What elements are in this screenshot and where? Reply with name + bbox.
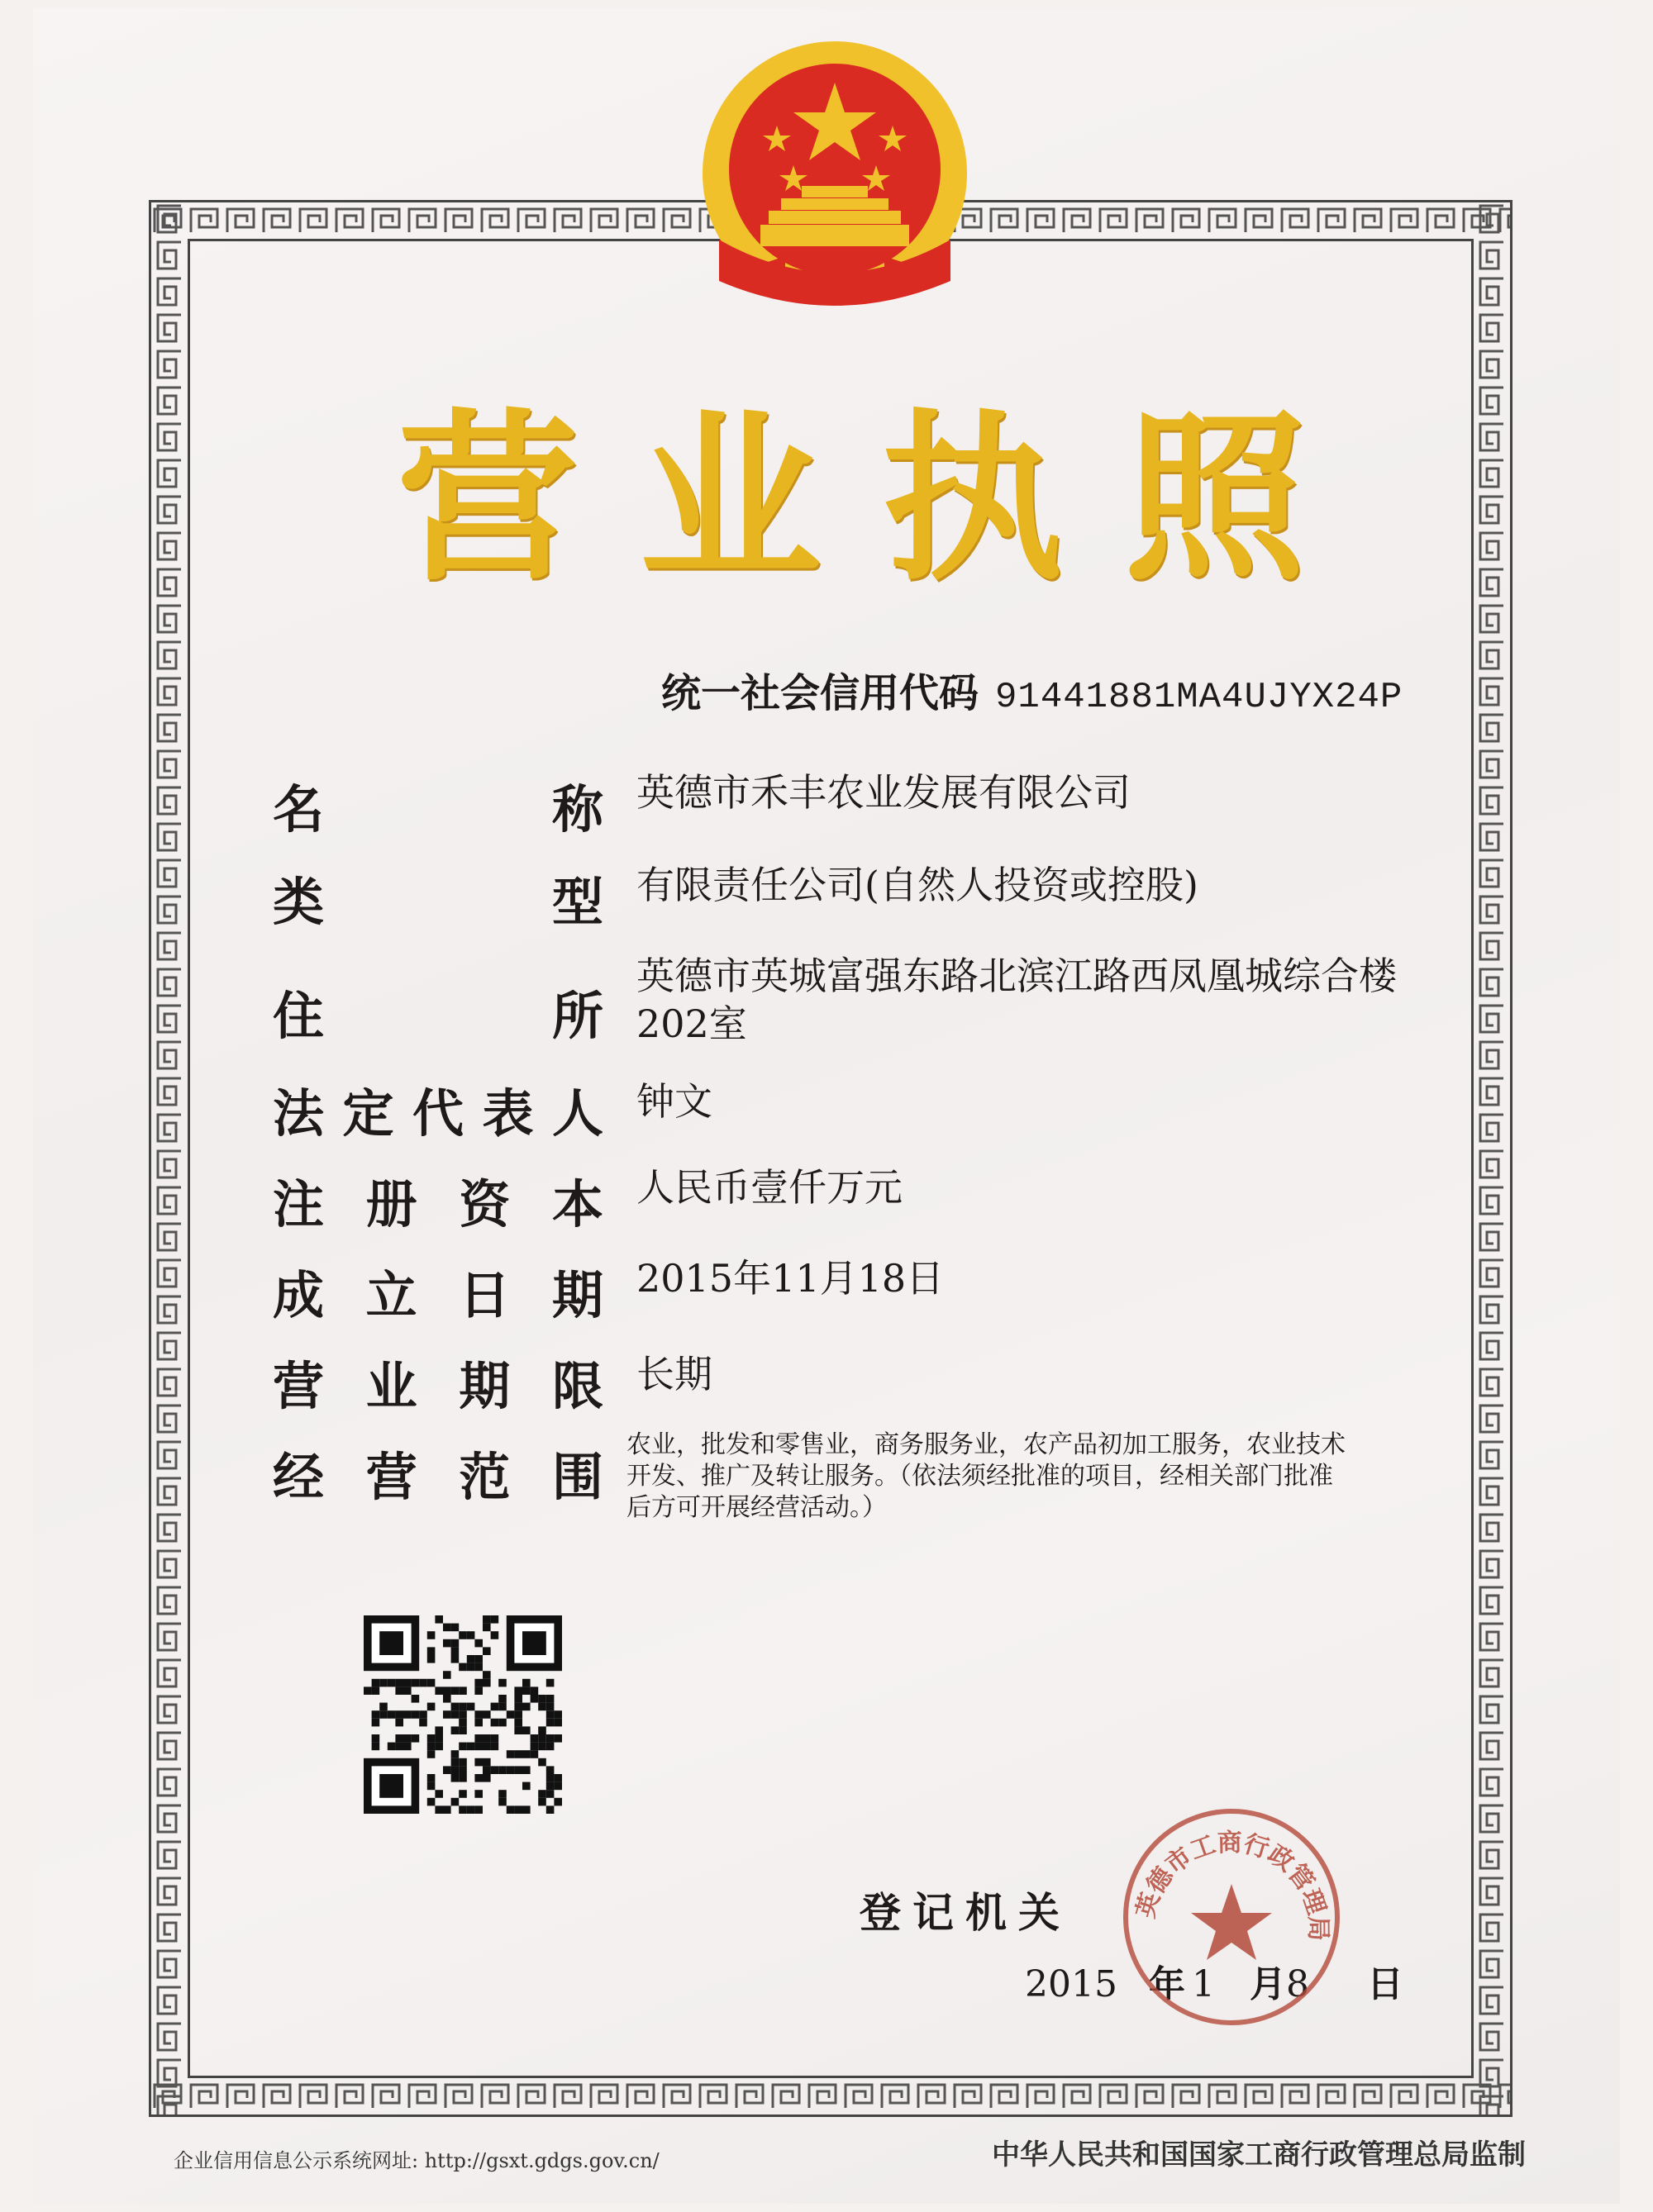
field-value (626, 1429, 1346, 1524)
field-label (273, 1073, 603, 1146)
day-unit: 日 (1366, 1963, 1403, 2005)
label-char: 立 (365, 1265, 417, 1325)
field-row-address (273, 952, 1446, 1049)
value-line: 2015年11月18日 (636, 1256, 945, 1301)
label-char: 类 (273, 872, 325, 932)
field-row-business-term (273, 1345, 1446, 1419)
national-emblem-icon (686, 33, 984, 331)
label-char: 围 (551, 1447, 603, 1507)
field-label (273, 975, 603, 1049)
value-line: 有限责任公司(自然人投资或控股) (636, 863, 1198, 907)
qr-code-icon (364, 1615, 562, 1814)
title-char: 营 (397, 393, 579, 605)
year-unit: 年 (1148, 1963, 1185, 2005)
title-char: 执 (881, 393, 1064, 605)
field-row-name (273, 768, 1446, 842)
label-char: 营 (273, 1356, 325, 1416)
value-line: 后方可开展经营活动。） (626, 1493, 887, 1522)
value-line: 英德市禾丰农业发展有限公司 (636, 770, 1131, 815)
label-char: 人 (551, 1083, 603, 1144)
label-char: 范 (459, 1447, 511, 1507)
field-label (273, 1254, 603, 1328)
label-char: 资 (459, 1174, 511, 1234)
issue-day: 8 (1285, 1963, 1309, 2005)
official-seal-icon (1120, 1805, 1343, 2029)
field-value (636, 1163, 903, 1237)
footer-supervisor: 中华人民共和国国家工商行政管理总局监制 (992, 2138, 1526, 2172)
field-label (273, 1345, 603, 1419)
value-line: 英德市英城富强东路北滨江路西凤凰城综合楼 (636, 954, 1397, 998)
value-line: 人民币壹仟万元 (636, 1165, 903, 1210)
credit-code-line (661, 661, 1488, 719)
value-line: 农业，批发和零售业，商务服务业，农产品初加工服务，农业技术 (626, 1430, 1346, 1459)
field-row-legal-representative (273, 1073, 1446, 1146)
field-value (636, 1350, 712, 1419)
field-row-registered-capital (273, 1163, 1446, 1237)
label-char: 日 (459, 1265, 511, 1325)
field-row-type (273, 861, 1446, 935)
label-char: 册 (365, 1174, 417, 1234)
issue-month: 1 (1191, 1963, 1215, 2005)
label-char: 经 (273, 1447, 325, 1507)
seal-text: 英德市工商行政管理局 (1131, 1828, 1333, 1942)
value-line: 202室 (636, 1001, 747, 1046)
certificate-title (397, 388, 1306, 605)
footer-website: 企业信用信息公示系统网址: http://gsxt.gdgs.gov.cn/ (174, 2149, 660, 2172)
month-unit: 月 (1249, 1963, 1286, 2005)
field-label (273, 1163, 603, 1237)
value-line: 钟文 (636, 1079, 712, 1124)
issue-year: 2015 (1025, 1963, 1117, 2005)
label-char: 定 (342, 1083, 394, 1144)
title-char: 业 (639, 393, 822, 605)
label-char: 代 (412, 1083, 464, 1144)
label-char: 注 (273, 1174, 325, 1234)
value-line: 长期 (636, 1352, 712, 1396)
label-char: 住 (273, 986, 325, 1046)
label-char: 成 (273, 1265, 325, 1325)
field-value (636, 952, 1397, 1049)
field-value (636, 1254, 944, 1328)
label-char: 法 (273, 1083, 325, 1144)
field-label (273, 861, 603, 935)
label-char: 业 (365, 1356, 417, 1416)
label-char: 限 (551, 1356, 603, 1416)
label-char: 名 (273, 779, 325, 840)
fret-border-bottom (151, 2078, 1510, 2114)
credit-code-label: 统一社会信用代码 (661, 670, 979, 716)
fret-border-left (151, 202, 188, 2114)
field-value (636, 861, 1198, 935)
title-char: 照 (1123, 393, 1306, 605)
label-char: 期 (459, 1356, 511, 1416)
field-row-founding-date (273, 1254, 1446, 1328)
credit-code-value: 91441881MA4UJYX24P (995, 677, 1403, 718)
field-label (273, 768, 603, 842)
field-row-business-scope (273, 1430, 1446, 1524)
field-value (636, 1077, 712, 1146)
label-char: 本 (551, 1174, 603, 1234)
field-label (273, 1436, 603, 1524)
label-char: 所 (551, 986, 603, 1046)
field-value (636, 768, 1131, 842)
label-char: 营 (365, 1447, 417, 1507)
label-char: 型 (551, 872, 603, 932)
label-char: 期 (551, 1265, 603, 1325)
fret-border-right (1474, 202, 1510, 2114)
label-char: 称 (551, 779, 603, 840)
value-line: 开发、推广及转让服务。（依法须经批准的项目，经相关部门批准 (626, 1462, 1333, 1491)
registration-authority: 登记机关 (860, 1889, 1071, 1937)
label-char: 表 (482, 1083, 534, 1144)
